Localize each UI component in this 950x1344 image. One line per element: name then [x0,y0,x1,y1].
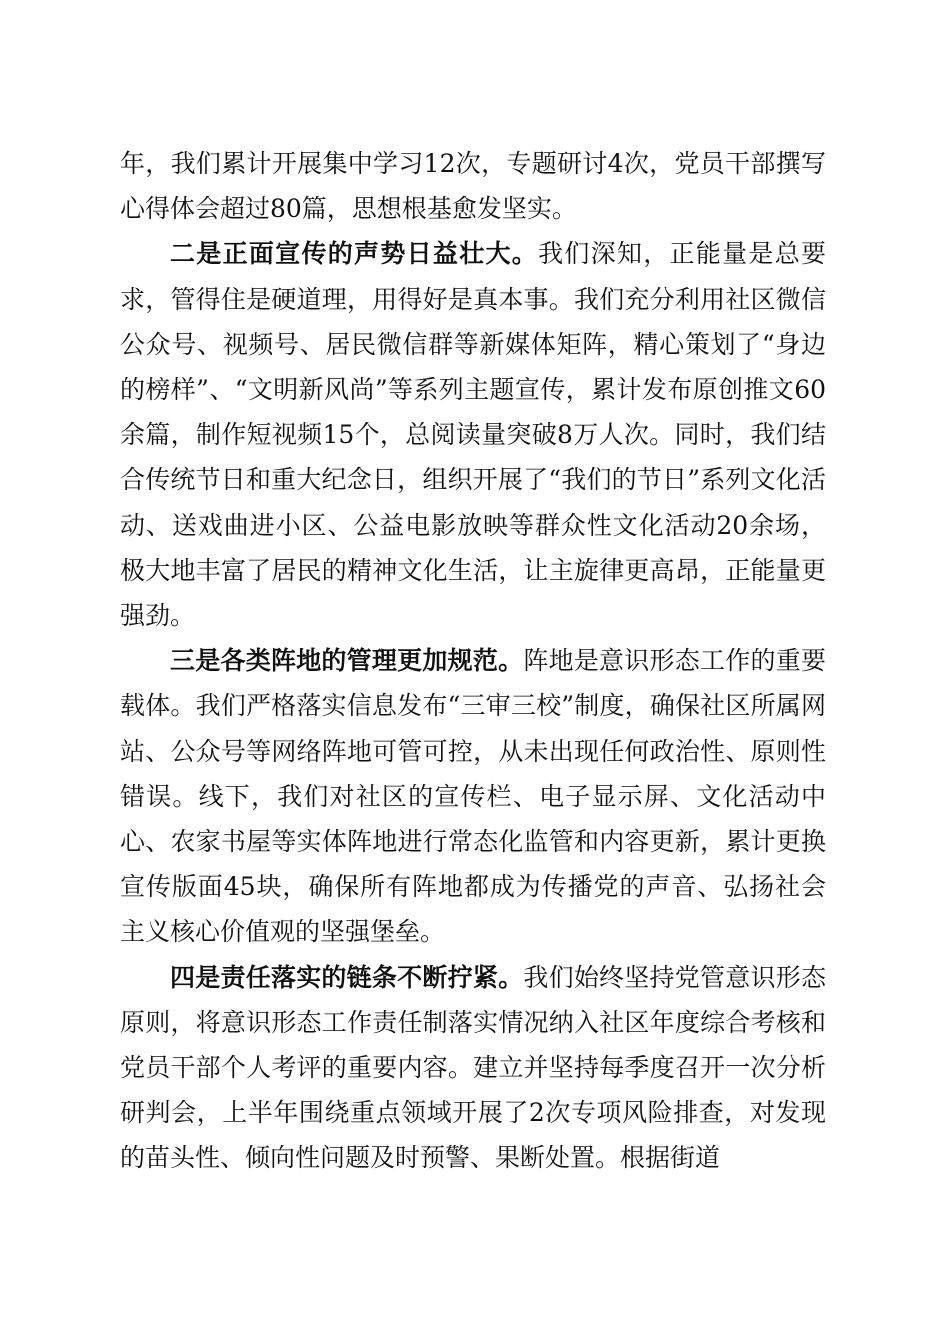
paragraph-text: 阵地是意识形态工作的重要载体。我们严格落实信息发布“三审三校”制度，确保社区所属网站、公众号等网络阵地可管可控，从未出现任何政治性、原则性错误。线下，我们对社区的宣传栏、电子显示屏、文化活动中心、农家书屋等实体阵地进行常态化监管和内容更新，累计更换宣传版面45块，确保所有阵地都成为传播党的声音、弘扬社会主义核心价值观的坚强堡垒。 [120,646,826,947]
paragraph-text: 我们深知，正能量是总要求，管得住是硬道理，用得好是真本事。我们充分利用社区微信公众号、视频号、居民微信群等新媒体矩阵，精心策划了“身边的榜样”、“文明新风尚”等系列主题宣传，累计发布原创推文60余篇，制作短视频15个，总阅读量突破8万人次。同时，我们结合传统节日和重大纪念日，组织开展了“我们的节日”系列文化活动、送戏曲进小区、公益电影放映等群众性文化活动20余场，极大地丰富了居民的精神文化生活，让主旋律更高昂，正能量更强劲。 [120,239,826,631]
document-page [120,141,826,1181]
paragraph-position-management [120,638,826,954]
paragraph-responsibility [120,955,826,1181]
paragraph-positive-publicity [120,231,826,638]
paragraph-text: 年，我们累计开展集中学习12次，专题研讨4次，党员干部撰写心得体会超过80篇，思想根基愈发坚实。 [120,149,826,224]
paragraph-heading: 二是正面宣传的声势日益壮大。 [170,239,539,269]
paragraph-heading: 三是各类阵地的管理更加规范。 [170,646,524,676]
paragraph-text: 我们始终坚持党管意识形态原则，将意识形态工作责任制落实情况纳入社区年度综合考核和党员干部个人考评的重要内容。建立并坚持每季度召开一次分析研判会，上半年围绕重点领域开展了2次专项风险排查，对发现的苗头性、倾向性问题及时预警、果断处置。根据街道 [120,962,826,1173]
paragraph-continuation [120,141,826,231]
paragraph-heading: 四是责任落实的链条不断拧紧。 [170,962,524,992]
